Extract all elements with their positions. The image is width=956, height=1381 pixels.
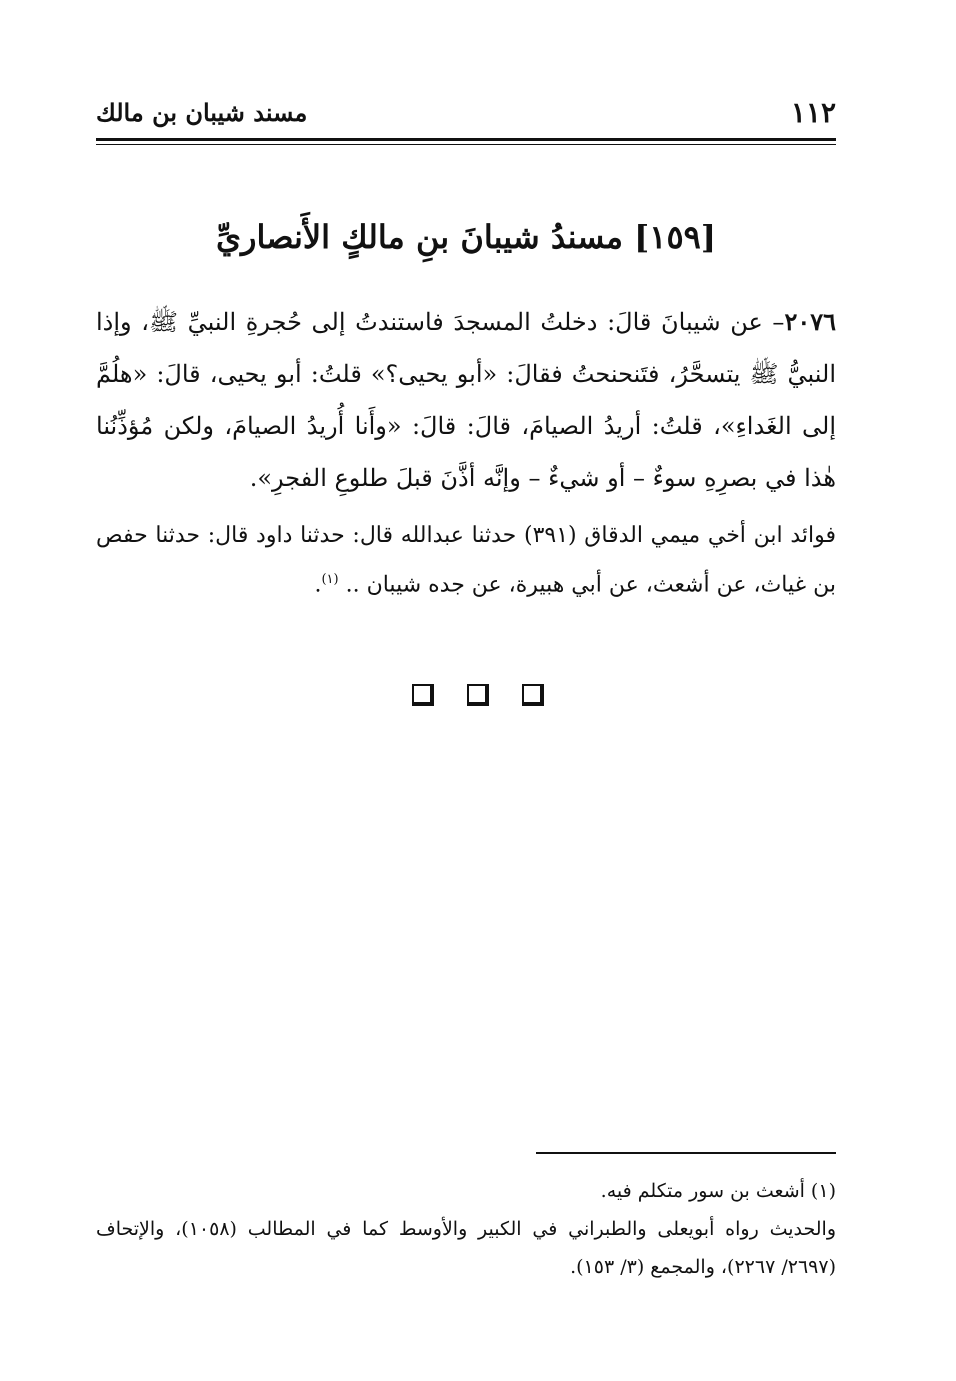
source-end: . xyxy=(314,572,322,598)
hadith-text xyxy=(96,296,836,504)
header-rule xyxy=(96,138,836,141)
section-divider xyxy=(0,684,956,710)
hadith-body: – عن شيبانَ قالَ: دخلتُ المسجدَ فاستندتُ إلى حُجرةِ النبيِّ ﷺ، وإذا النبيُّ ﷺ يتسحَّرُ، فتَنحنحتُ فقالَ: «أبو يحيى؟» قلتُ: أبو يحيى، قالَ: «هلُمَّ إلى الغَداءِ»، قلتُ: أريدُ الصيامَ، قالَ: قالَ: «وأَنا أُريدُ الصيامَ، ولكن مُؤذِّنُنا هٰذا في بصرِهِ سوءٌ – أو شيءٌ – وإنَّه أذَّنَ قبلَ طلوعِ الفجرِ». xyxy=(96,308,837,492)
running-title: مسند شيبان بن مالك xyxy=(96,98,308,127)
header-rule-thin xyxy=(96,144,836,145)
source-chain xyxy=(96,514,836,607)
footnote-marker: (١) xyxy=(321,572,339,587)
footnote-1: (١) أشعث بن سور متكلم فيه. xyxy=(600,1180,836,1202)
divider-box-icon xyxy=(412,684,434,706)
footnote-note: والحديث رواه أبويعلى والطبراني في الكبير والأوسط كما في المطالب (١٠٥٨)، والإتحاف (٢٦٩٧/ ٢٢٦٧)، والمجمع (٣/ ١٥٣). xyxy=(96,1218,836,1278)
section-heading: [١٥٩] مسندُ شيبانَ بنِ مالكٍ الأَنصاريِّ xyxy=(216,218,716,256)
page-number: ١١٢ xyxy=(790,96,836,129)
footnotes xyxy=(96,1172,836,1286)
running-header xyxy=(96,92,836,140)
footnote-rule xyxy=(536,1152,836,1154)
divider-box-icon xyxy=(522,684,544,706)
divider-box-icon xyxy=(467,684,489,706)
source-text: فوائد ابن أخي ميمي الدقاق (٣٩١) حدثنا عبدالله قال: حدثنا داود قال: حدثنا حفص بن غياث، عن أشعث، عن أبي هبيرة، عن جده شيبان .. xyxy=(96,523,836,598)
hadith-number: ٢٠٧٦ xyxy=(784,307,836,336)
